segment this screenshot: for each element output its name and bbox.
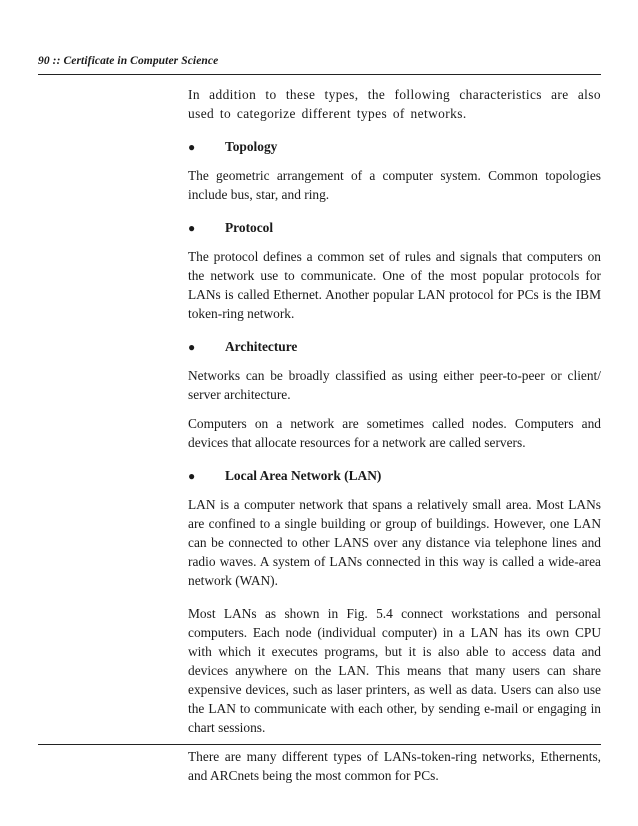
item-title: Topology [225,139,278,154]
bullet-item-protocol [188,218,601,323]
bullet-icon: ● [188,221,196,235]
footer-rule [38,744,601,745]
bullet-item-architecture [188,337,601,452]
item-paragraph: The geometric arrangement of a computer system. Common topologies include bus, star, and ring. [188,168,601,202]
bullet-icon: ● [188,140,196,154]
item-paragraph: LAN is a computer network that spans a relatively small area. Most LANs are confined to a single building or group of buildings. However, one LAN can be connected to other LANS over any distance via telephone lines and radio waves. A system of LANs connected in this way is called a wide-area network (WAN). [188,497,601,588]
item-paragraph: The protocol defines a common set of rules and signals that computers on the network use to communicate. One of the most popular protocols for LANs is called Ethernet. Another popular LAN protocol for PCs is the IBM token-ring network. [188,249,601,321]
item-paragraph: Computers on a network are sometimes called nodes. Computers and devices that allocate resources for a network are called servers. [188,416,601,450]
item-title: Local Area Network (LAN) [225,468,382,483]
item-title: Architecture [225,339,298,354]
bullet-icon: ● [188,340,196,354]
header-rule [38,74,601,75]
body-paragraph: Most LANs as shown in Fig. 5.4 connect workstations and personal computers. Each node (individual computer) in a LAN has its own CPU with which it executes programs, but it is also able to access data and devices anywhere on the LAN. This means that many users can share expensive devices, such as laser printers, as well as data. Users can also use the LAN to communicate with each other, by sending e-mail or engaging in chart sessions. [188,606,601,735]
bullet-item-lan [188,466,601,590]
page-header: 90 :: Certificate in Computer Science [38,55,219,67]
bullet-item-topology [188,137,601,204]
intro-paragraph: In addition to these types, the following characteristics are also used to categorize different types of networks. [188,87,601,121]
bullet-icon: ● [188,469,196,483]
body-paragraph: There are many different types of LANs-token-ring networks, Ethernents, and ARCnets being the most common for PCs. [188,749,601,783]
page-body [188,85,601,795]
item-title: Protocol [225,220,274,235]
item-paragraph: Networks can be broadly classified as using either peer-to-peer or client/ server architecture. [188,368,601,402]
